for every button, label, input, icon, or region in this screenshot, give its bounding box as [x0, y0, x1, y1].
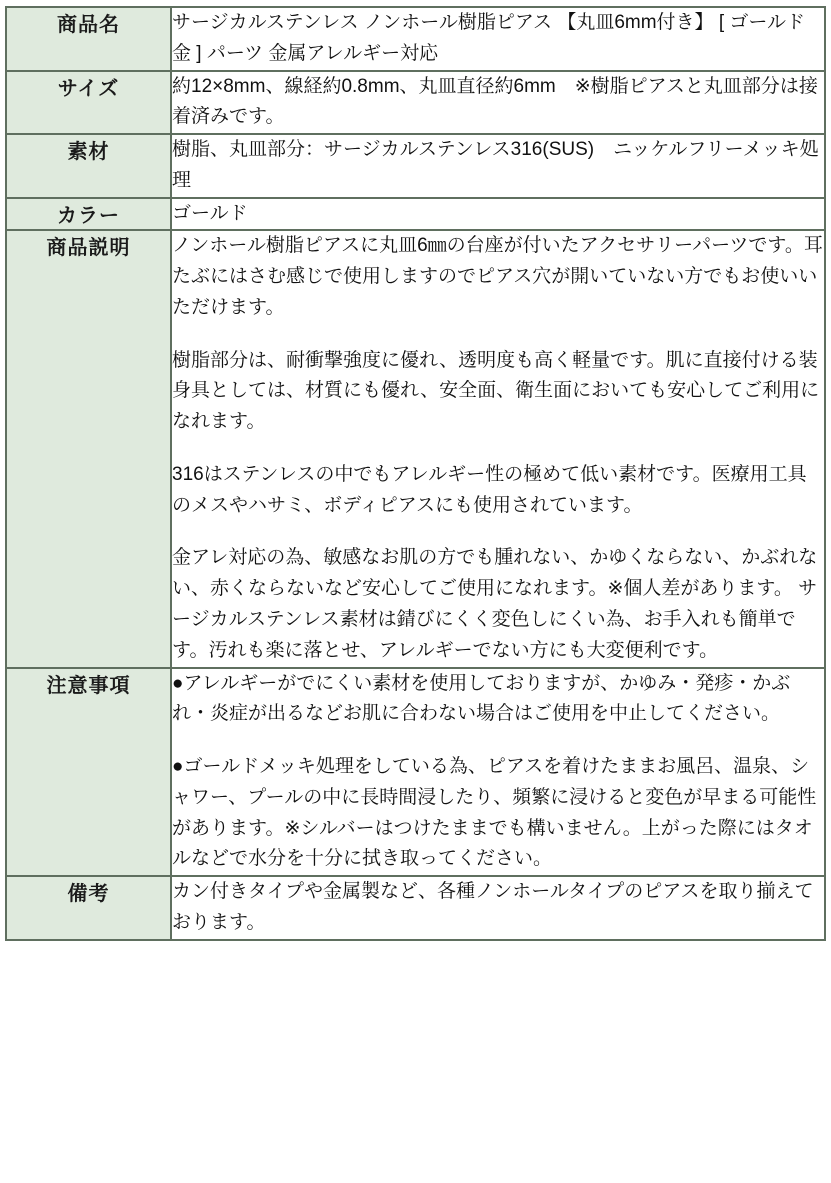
table-row [6, 7, 825, 71]
paragraph: 樹脂部分は、耐衝撃強度に優れ、透明度も高く軽量です。肌に直接付ける装身具としては、材質にも優れ、安全面、衛生面においても安心してご利用になれます。 [172, 349, 820, 433]
row-label-material: 素材 [6, 134, 171, 198]
row-label-size: サイズ [6, 71, 171, 135]
row-label-color: カラー [6, 198, 171, 231]
table-row [6, 134, 825, 198]
paragraph: 316はステンレスの中でもアレルギー性の極めて低い素材です。医療用工具のメスやハサミ、ボディピアスにも使用されています。 [172, 463, 807, 516]
paragraph: カン付きタイプや金属製など、各種ノンホールタイプのピアスを取り揃えております。 [172, 881, 814, 933]
row-label-remarks: 備考 [6, 876, 171, 940]
row-value-color [171, 198, 825, 231]
row-value-description [171, 230, 825, 667]
paragraph: ノンホール樹脂ピアスに丸皿6㎜の台座が付いたアクセサリーパーツです。耳たぶにはさむ感じで使用しますのでピアス穴が開いていない方でもお使いいただけます。 [172, 235, 823, 318]
paragraph: ●アレルギーがでにくい素材を使用しておりますが、かゆみ・発疹・かぶれ・炎症が出るなどお肌に合わない場合はご使用を中止してください。 [172, 672, 791, 725]
row-value-size [171, 71, 825, 135]
paragraph: サージカルステンレス ノンホール樹脂ピアス 【丸皿6mm付き】 [ ゴールド 金 ] パーツ 金属アレルギー対応 [172, 12, 806, 64]
row-label-precautions: 注意事項 [6, 668, 171, 877]
paragraph: 約12×8mm、線経約0.8mm、丸皿直径約6mm ※樹脂ピアスと丸皿部分は接着済みです。 [172, 75, 818, 128]
row-value-product-name [171, 7, 825, 71]
row-label-description: 商品説明 [6, 230, 171, 667]
table-row [6, 71, 825, 135]
paragraph: ●ゴールドメッキ処理をしている為、ピアスを着けたままお風呂、温泉、シャワー、プールの中に長時間浸したり、頻繁に浸けると変色が早まる可能性があります。※シルバーはつけたままでも構いません。上がった際にはタオルなどで水分を十分に拭き取ってください。 [172, 756, 817, 870]
table-row [6, 668, 825, 877]
paragraph: 樹脂、丸皿部分：サージカルステンレス316(SUS) ニッケルフリーメッキ処理 [172, 139, 819, 191]
product-spec-table [5, 6, 826, 941]
row-value-precautions [171, 668, 825, 877]
paragraph: 金アレ対応の為、敏感なお肌の方でも腫れない、かゆくならない、かぶれない、赤くならないなど安心してご使用になれます。※個人差があります。 サージカルステンレス素材は錆びにくく変色しにくい為、お手入れも簡単です。汚れも楽に落とせ、アレルギーでない方にも大変便利です。 [172, 547, 818, 661]
table-row [6, 198, 825, 231]
row-label-product-name: 商品名 [6, 7, 171, 71]
row-value-remarks [171, 876, 825, 940]
table-row [6, 876, 825, 940]
row-value-material [171, 134, 825, 198]
table-row [6, 230, 825, 667]
paragraph: ゴールド [172, 202, 248, 224]
spec-table-body [6, 7, 825, 940]
